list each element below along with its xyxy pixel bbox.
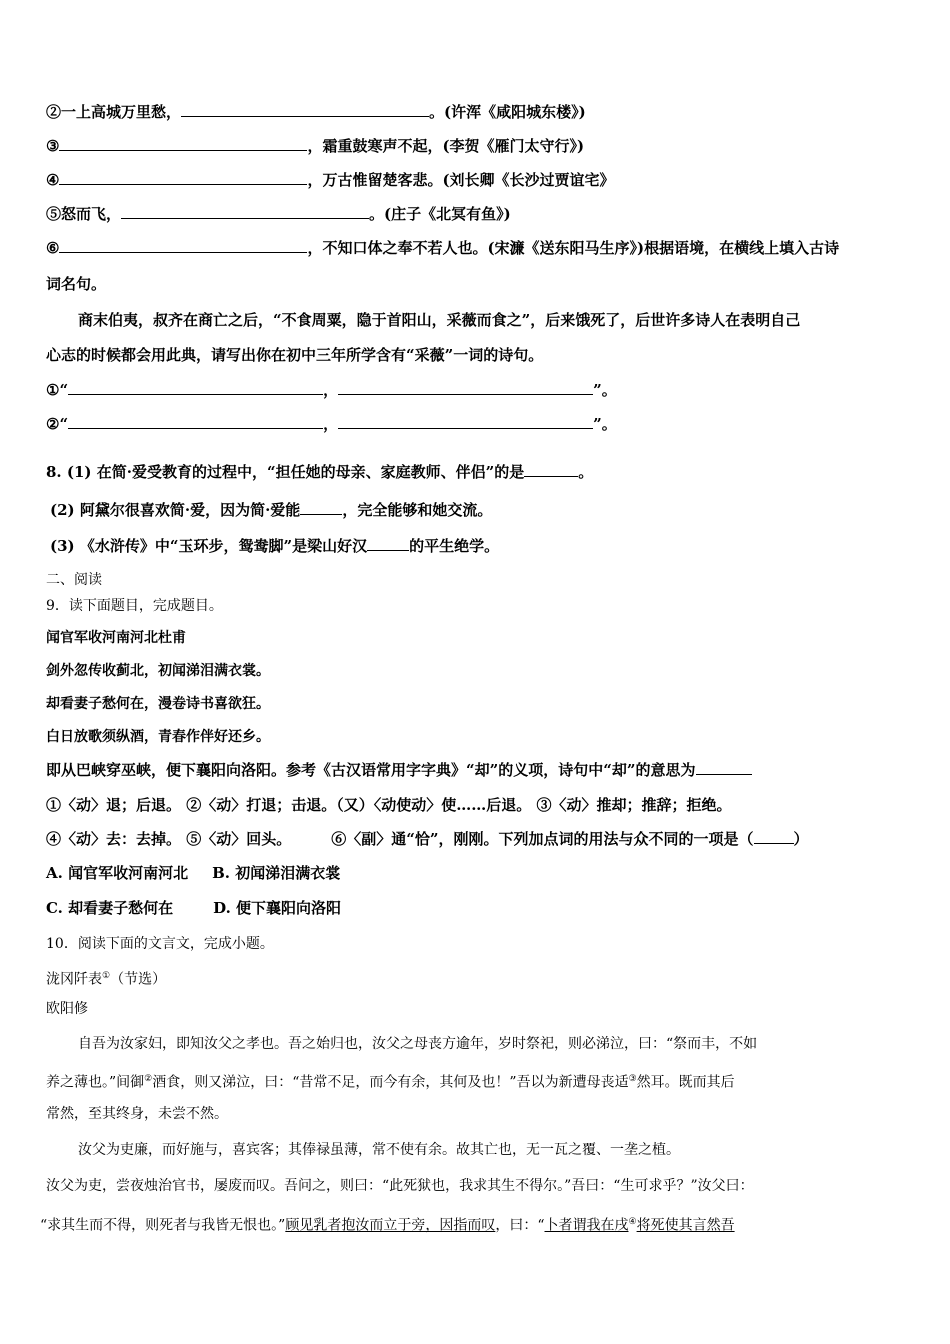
- option-c[interactable]: C. 却看妻子愁何在: [46, 899, 174, 917]
- poem-line-5: ⑤怒而飞， 。(庄子《北冥有鱼》): [46, 205, 511, 223]
- option-b[interactable]: B. 初闻涕泪满衣裳: [212, 864, 341, 882]
- passage-p1-line-1: 自吾为汝家妇，即知汝父之孝也。吾之始归也，汝父之母丧方逾年，岁时祭祀，则必涕泣，曰：“祭而丰，不如: [78, 1036, 758, 1052]
- answer-blank[interactable]: [59, 238, 307, 253]
- q9-options-row-2: [46, 898, 341, 918]
- answer-blank[interactable]: [754, 829, 794, 844]
- q9-poem-title: 闻官军收河南河北杜甫: [46, 630, 186, 646]
- section-heading: 二、阅读: [46, 572, 102, 588]
- poem-line-3: ③ ，霜重鼓寒声不起，(李贺《雁门太守行》): [46, 137, 585, 155]
- q9-poem-line: 却看妻子愁何在，漫卷诗书喜欲狂。: [46, 696, 270, 712]
- poem-line-6: ⑥ ，不知口体之奉不若人也。(宋濂《送东阳马生序》)根据语境，在横线上填入古诗: [46, 239, 840, 257]
- answer-blank[interactable]: [696, 760, 752, 775]
- answer-blank[interactable]: [59, 170, 307, 185]
- option-d[interactable]: D. 便下襄阳向洛阳: [213, 899, 342, 917]
- answer-blank[interactable]: [300, 500, 342, 515]
- answer-blank[interactable]: [524, 462, 578, 477]
- answer-blank[interactable]: [338, 414, 593, 429]
- q10-work-title: 泷冈阡表①（节选）: [46, 971, 167, 988]
- option-a[interactable]: A. 闻官军收河南河北: [46, 864, 189, 882]
- q9-poem-line: 剑外忽传收蓟北，初闻涕泪满衣裳。: [46, 663, 270, 679]
- q9-definitions-2: ④〈动〉去：去掉。 ⑤〈动〉回头。 ⑥〈副〉通“恰”，刚刚。下列加点词的用法与众不同的一项是（ ）: [46, 830, 809, 848]
- q8-part-1: 8. (1) 在简·爱受教育的过程中，“担任她的母亲、家庭教师、伴侣”的是 。: [46, 463, 594, 481]
- answer-blank[interactable]: [59, 136, 307, 151]
- passage-p1-line-3: 常然，至其终身，未尝不然。: [46, 1106, 228, 1122]
- q8-part-3: (3) 《水浒传》中“玉环步，鸳鸯脚”是梁山好汉 的平生绝学。: [50, 537, 500, 555]
- caiwei-intro-1: 商末伯夷，叔齐在商亡之后，“不食周粟，隐于首阳山，采薇而食之”，后来饿死了，后世许多诗人在表明自己: [78, 311, 801, 329]
- q9-options-row-1: [46, 863, 340, 883]
- q8-part-2: (2) 阿黛尔很喜欢简·爱，因为简·爱能 ，完全能够和她交流。: [50, 501, 493, 519]
- caiwei-intro-2: 心志的时候都会用此典，请写出你在初中三年所学含有“采薇”一词的诗句。: [46, 346, 544, 364]
- q9-question: 即从巴峡穿巫峡，便下襄阳向洛阳。参考《古汉语常用字字典》“却”的义项，诗句中“却”的意思为: [46, 760, 752, 780]
- passage-p3: 汝父为吏，尝夜烛治官书，屡废而叹。吾问之，则曰：“此死狱也，我求其生不得尔。”吾曰：“生可求乎？”汝父曰：: [46, 1178, 754, 1194]
- q10-title: 10．阅读下面的文言文，完成小题。: [46, 936, 274, 952]
- answer-blank[interactable]: [68, 414, 323, 429]
- passage-p1-line-2: 养之薄也。”间御②酒食，则又涕泣，曰：“昔常不足，而今有余，其何及也！”吾以为新遭母丧适③然耳。既而其后: [46, 1074, 735, 1091]
- answer-blank[interactable]: [121, 204, 369, 219]
- passage-p2: 汝父为吏廉，而好施与，喜宾客；其俸禄虽薄，常不使有余。故其亡也，无一瓦之覆、一垄之植。: [78, 1142, 680, 1158]
- q10-author: 欧阳修: [46, 1001, 88, 1017]
- answer-blank[interactable]: [367, 536, 409, 551]
- poem-line-2: ②一上高城万里愁， 。(许浑《咸阳城东楼》): [46, 103, 586, 121]
- caiwei-answer-1: ①“ ， ”。: [46, 381, 617, 399]
- answer-blank[interactable]: [68, 380, 323, 395]
- answer-blank[interactable]: [338, 380, 593, 395]
- passage-p4: “求其生而不得，则死者与我皆无恨也。”顾见乳者抱汝而立于旁，因指而叹，曰：“卜者谓我在戌④将死使其言然吾: [40, 1217, 735, 1234]
- caiwei-answer-2: ②“ ， ”。: [46, 415, 617, 433]
- q9-title: 9．读下面题目，完成题目。: [46, 598, 223, 614]
- answer-blank[interactable]: [181, 102, 429, 117]
- poem-line-4: ④ ，万古惟留楚客悲。(刘长卿《长沙过贾谊宅》: [46, 171, 615, 189]
- q9-poem-line: 白日放歌须纵酒，青春作伴好还乡。: [46, 729, 270, 745]
- poem-line-6-cont: 词名句。: [46, 275, 107, 293]
- q9-definitions-1: ①〈动〉退；后退。 ②〈动〉打退；击退。（又）〈动使动〉使……后退。 ③〈动〉推却；推辞；拒绝。: [46, 796, 732, 814]
